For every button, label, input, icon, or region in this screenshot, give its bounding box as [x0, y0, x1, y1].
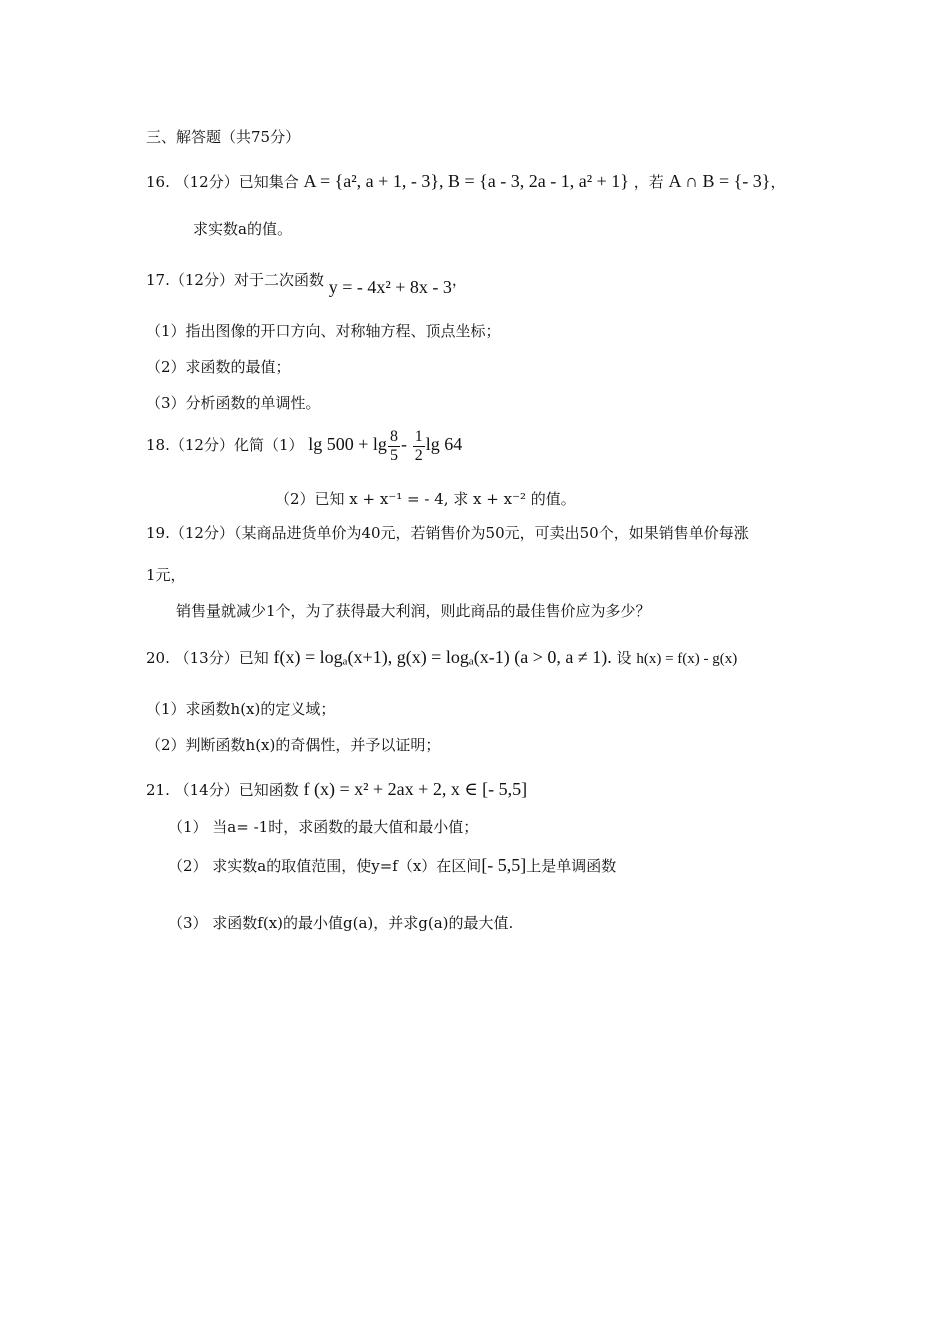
- q21-prefix: 21. （14分）已知函数: [146, 781, 299, 799]
- q18-expr-b: lg 64: [425, 434, 463, 455]
- q20-formula: f(x) = logₐ(x+1), g(x) = logₐ(x-1) (a > 0, a ≠ 1).: [273, 647, 612, 667]
- q18-prefix: 18.（12分）化简（1）: [146, 436, 304, 455]
- q21-item-1: （1） 当a= -1时，求函数的最大值和最小值；: [168, 818, 479, 836]
- q16-set-b: , B = {a - 3, 2a - 1, a² + 1}: [438, 171, 629, 191]
- q19-line-1: 19.（12分）（某商品进货单价为40元，若销售价为50元，可卖出50个，如果销售单价每涨: [146, 524, 749, 542]
- q17-prefix: 17.（12分）对于二次函数: [146, 271, 324, 289]
- q18-expr-a: lg 500 + lg: [308, 434, 387, 455]
- q17-item-3: （3）分析函数的单调性。: [146, 394, 321, 412]
- q17-suffix: ，: [451, 271, 467, 289]
- q20-item-2: （2）判断函数h(x)的奇偶性，并予以证明；: [146, 736, 441, 754]
- q21-item-2-text: （2） 求实数a的取值范围，使y=f（x）在区间: [168, 857, 482, 875]
- q19-line-2: 1元，: [146, 566, 186, 584]
- q18-frac2-denominator: 2: [414, 446, 423, 464]
- q20-item-1: （1）求函数h(x)的定义域；: [146, 700, 336, 718]
- q17-item-1: （1）指出图像的开口方向、对称轴方程、顶点坐标；: [146, 322, 501, 340]
- q16-intersection: A ∩ B = {- 3}: [668, 171, 771, 191]
- question-18: [146, 428, 462, 464]
- q21-item-2: [168, 854, 616, 877]
- q21-item-2-interval: [- 5,5]: [481, 855, 527, 875]
- q20-let: 设: [616, 649, 632, 667]
- question-21: [146, 778, 527, 801]
- q17-formula: y = - 4x² + 8x - 3: [328, 277, 452, 297]
- question-16: [146, 170, 785, 193]
- section-title: 三、解答题（共75分）: [146, 128, 301, 146]
- q17-item-2: （2）求函数的最值；: [146, 358, 291, 376]
- q21-item-3: （3） 求函数f(x)的最小值g(a)，并求g(a)的最大值.: [168, 914, 514, 932]
- q16-set-a: A = {a², a + 1, - 3}: [303, 171, 439, 191]
- q21-item-2-suffix: 上是单调函数: [526, 857, 617, 875]
- q19-line-3: 销售量就减少1个，为了获得最大利润，则此商品的最佳售价应为多少？: [176, 602, 651, 620]
- question-20: [146, 646, 737, 670]
- q18-fraction-8-5: [388, 428, 400, 464]
- q16-prefix: 16. （12分）已知集合: [146, 173, 299, 191]
- q18-frac2-numerator: 1: [414, 428, 423, 445]
- q18-part-2: （2）已知 x + x⁻¹ = - 4, 求 x + x⁻² 的值。: [275, 490, 576, 508]
- q20-h-definition: h(x) = f(x) - g(x): [636, 651, 738, 667]
- q18-fraction-1-2: [413, 428, 425, 464]
- q20-prefix: 20. （13分）已知: [146, 649, 269, 667]
- q21-formula: f (x) = x² + 2ax + 2, x ∈ [- 5,5]: [303, 779, 528, 799]
- q18-frac1-denominator: 5: [389, 446, 398, 464]
- q18-minus: -: [400, 434, 407, 455]
- q16-task: 求实数a的值。: [193, 220, 292, 238]
- q16-condition: ，若: [633, 173, 664, 191]
- q18-frac1-numerator: 8: [389, 428, 398, 445]
- q16-comma: ，: [770, 173, 786, 191]
- question-17: [146, 268, 467, 297]
